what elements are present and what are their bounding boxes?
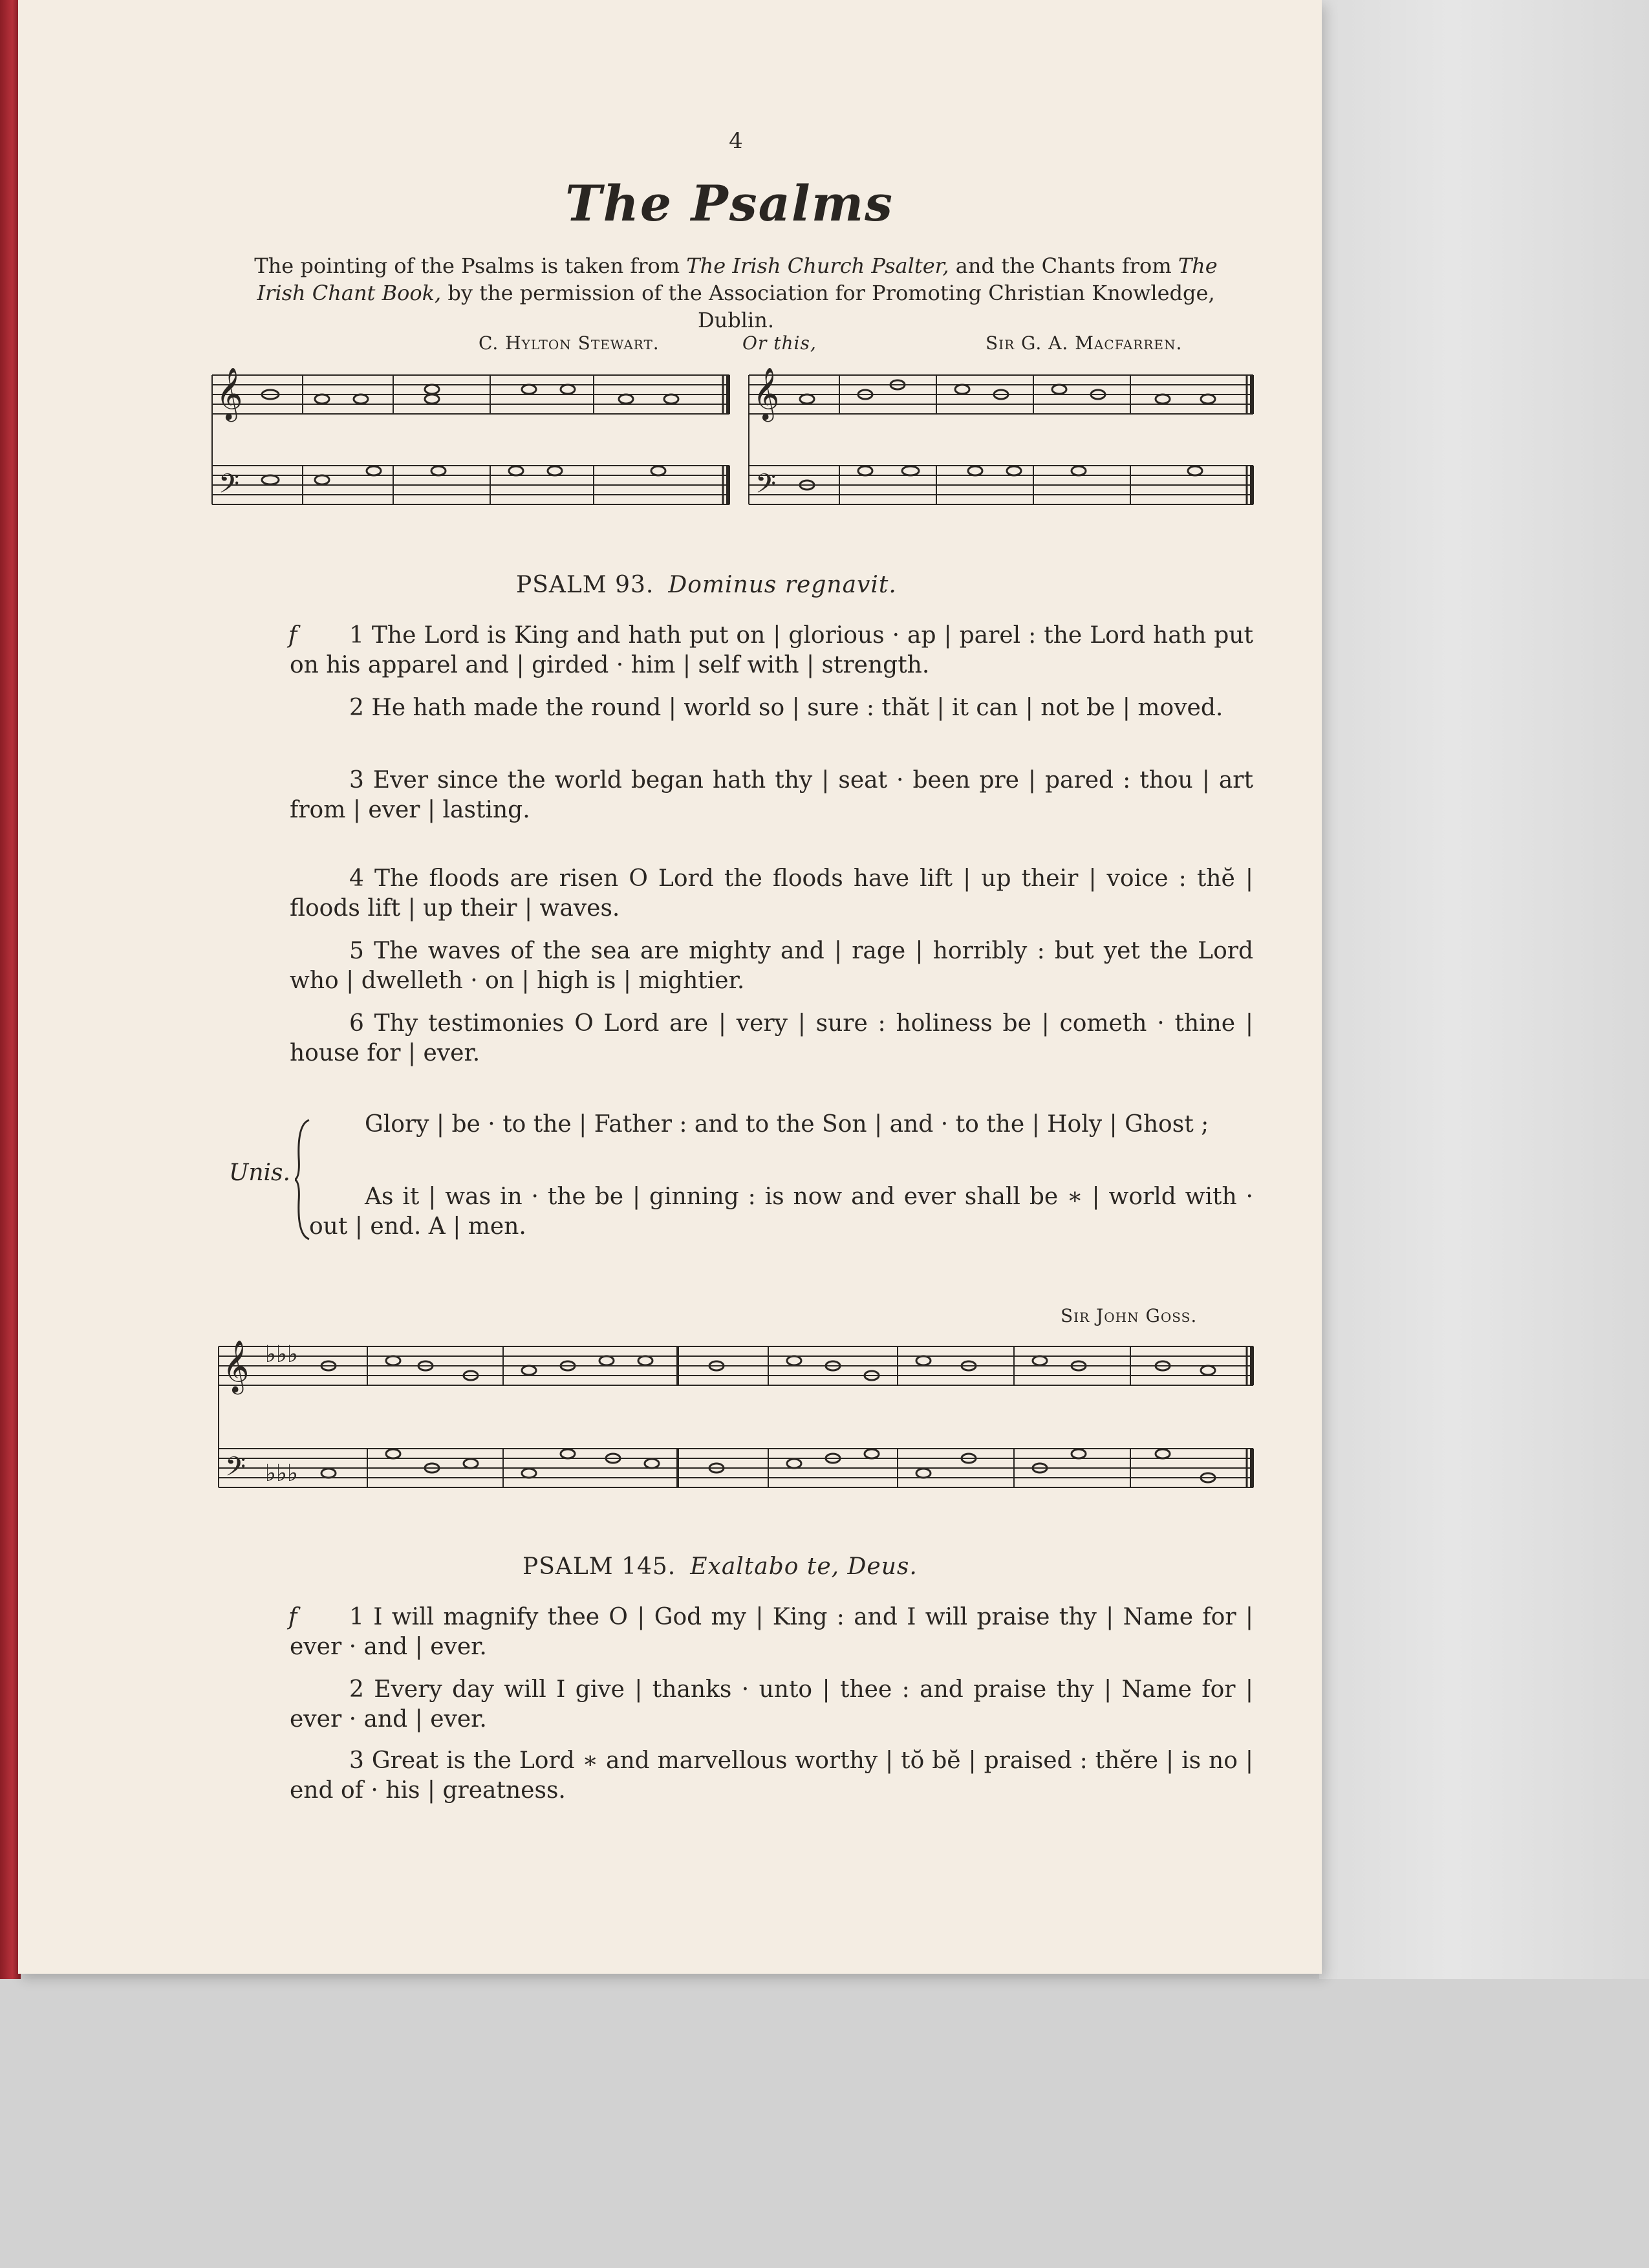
intro-part3: by the permission of the Association for Promoting Christian Knowledge, Dublin. bbox=[441, 281, 1215, 332]
background-right bbox=[1319, 0, 1649, 2268]
intro-part1: The pointing of the Psalms is taken from bbox=[254, 254, 687, 278]
music-score-chant-1 bbox=[206, 362, 736, 530]
book-page bbox=[18, 0, 1322, 1974]
intro-text bbox=[232, 252, 1240, 334]
svg-text:𝄞: 𝄞 bbox=[216, 367, 243, 420]
svg-text:𝄢: 𝄢 bbox=[755, 468, 777, 506]
svg-text:𝄢: 𝄢 bbox=[225, 1451, 246, 1489]
psalm-145-number: PSALM 145. bbox=[523, 1553, 676, 1580]
intro-part2: and the Chants from bbox=[949, 254, 1178, 278]
psalm-145-dynamic-mark: f bbox=[288, 1604, 297, 1630]
gloria-brace bbox=[295, 1119, 310, 1240]
svg-text:♭♭♭: ♭♭♭ bbox=[265, 1460, 298, 1487]
psalm-93-verse-1: 1 The Lord is King and hath put on | glorious · ap | parel : the Lord hath put on his apparel and | girded · him | self with | strength. bbox=[290, 622, 1253, 678]
psalm-93-verse-3: 3 Ever since the world began hath thy | seat · been pre | pared : thou | art from | ever | lasting. bbox=[290, 767, 1253, 823]
background-bottom bbox=[0, 1979, 1649, 2268]
psalm-93-verse-4: 4 The floods are risen O Lord the floods have lift | up their | voice : thĕ | floods lift | up their | waves. bbox=[290, 865, 1253, 922]
composer-credit-goss: Sir John Goss. bbox=[1061, 1305, 1198, 1326]
psalm-93-dynamic-mark: f bbox=[288, 622, 297, 649]
alternative-chant-label: Or this, bbox=[742, 332, 817, 354]
svg-text:𝄞: 𝄞 bbox=[753, 367, 780, 420]
gloria-line-2: As it | was in · the be | ginning : is now and ever shall be ∗ | world with · out | end. A | men. bbox=[309, 1183, 1253, 1240]
unison-label: Unis. bbox=[229, 1160, 290, 1186]
page-number: 4 bbox=[729, 128, 743, 154]
intro-psalter-title: The Irish Church Psalter, bbox=[686, 254, 949, 278]
psalm-145-latin-title: Exaltabo te, Deus. bbox=[690, 1553, 918, 1580]
psalm-93-heading bbox=[516, 572, 897, 598]
psalm-93-number: PSALM 93. bbox=[516, 572, 654, 598]
psalm-93-verse-5: 5 The waves of the sea are mighty and | rage | horribly : but yet the Lord who | dwelleth · on | high is | mightier. bbox=[290, 938, 1253, 994]
composer-credit-stewart: C. Hylton Stewart. bbox=[479, 332, 660, 354]
psalm-93-verse-6: 6 Thy testimonies O Lord are | very | sure : holiness be | cometh · thine | house for | ever. bbox=[290, 1010, 1253, 1066]
intro-chant-book-title: The Irish Chant Book, bbox=[257, 254, 1218, 305]
psalm-145-verse-2: 2 Every day will I give | thanks · unto | thee : and praise thy | Name for | ever · and | ever. bbox=[290, 1676, 1253, 1733]
psalm-93-verse-2: 2 He hath made the round | world so | sure : thăt | it can | not be | moved. bbox=[349, 695, 1223, 721]
composer-credit-macfarren: Sir G. A. Macfarren. bbox=[986, 332, 1183, 354]
music-score-chant-3 bbox=[212, 1332, 1260, 1520]
music-score-chant-2 bbox=[742, 362, 1260, 530]
psalm-145-verse-3: 3 Great is the Lord ∗ and marvellous worthy | tŏ bĕ | praised : thĕre | is no | end of · his | greatness. bbox=[290, 1747, 1253, 1804]
svg-text:♭♭♭: ♭♭♭ bbox=[265, 1341, 298, 1368]
psalm-145-verse-1: 1 I will magnify thee O | God my | King : and I will praise thy | Name for | ever · and | ever. bbox=[290, 1604, 1253, 1660]
gloria-line-1: Glory | be · to the | Father : and to the Son | and · to the | Holy | Ghost ; bbox=[365, 1111, 1209, 1138]
page-title: The Psalms bbox=[565, 175, 894, 232]
svg-text:𝄞: 𝄞 bbox=[222, 1339, 250, 1392]
svg-text:𝄢: 𝄢 bbox=[219, 468, 240, 506]
psalm-145-heading bbox=[523, 1553, 918, 1580]
psalm-93-latin-title: Dominus regnavit. bbox=[668, 572, 897, 598]
